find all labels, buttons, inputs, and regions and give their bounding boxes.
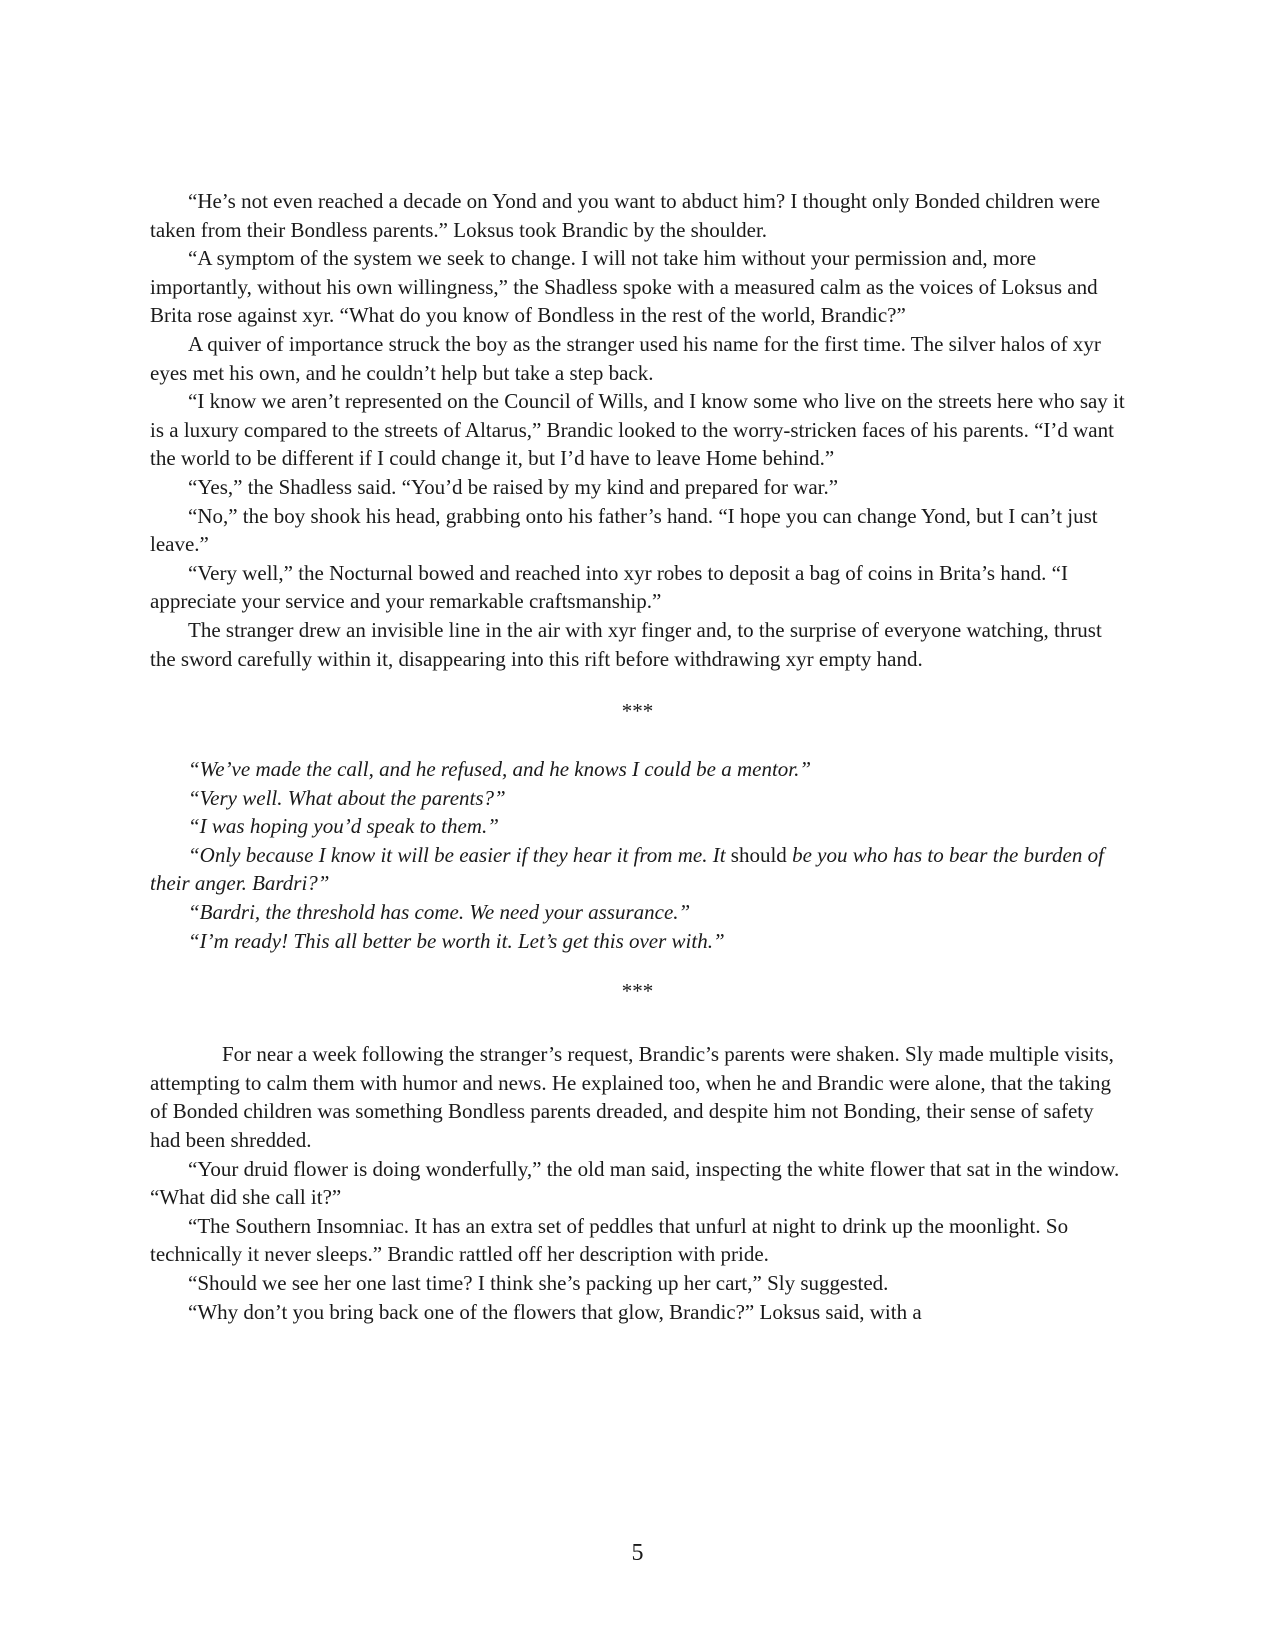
paragraph: “Yes,” the Shadless said. “You’d be raised by my kind and prepared for war.” bbox=[188, 474, 839, 499]
paragraph: “Very well,” the Nocturnal bowed and reached into xyr robes to deposit a bag of coins in Brita’s hand. “I appreciate your service and your remarkable craftsmanship.” bbox=[150, 560, 1068, 614]
page-body bbox=[150, 187, 1125, 1326]
paragraph: “Your druid flower is doing wonderfully,” the old man said, inspecting the white flower that sat in the window. “What did she call it?” bbox=[150, 1156, 1120, 1210]
page-number: 5 bbox=[631, 1540, 644, 1566]
paragraph: “A symptom of the system we seek to change. I will not take him without your permission and, more importantly, without his own willingness,” the Shadless spoke with a measured calm as the voices of Loksus and Brita rose against xyr. “What do you know of Bondless in the rest of the world, Brandic?” bbox=[150, 246, 1098, 328]
italic-text: “Only because I know it will be easier if they hear it from me. It bbox=[188, 842, 731, 867]
italic-dialogue-line: “I’m ready! This all better be worth it. Let’s get this over with.” bbox=[188, 928, 725, 953]
paragraph: For near a week following the stranger’s request, Brandic’s parents were shaken. Sly made multiple visits, attempting to calm them with humor and news. He explained too, when he and Brandic were alone, that the taking of Bonded children was something Bondless parents dreaded, and despite him not Bonding, their sense of safety had been shredded. bbox=[150, 1042, 1114, 1153]
scene-break: *** bbox=[621, 979, 654, 1004]
paragraph: “Should we see her one last time? I think she’s packing up her cart,” Sly suggested. bbox=[188, 1271, 889, 1295]
italic-text: be you who has to bear the burden of their anger. Bardri?” bbox=[150, 842, 1104, 896]
italic-dialogue-line bbox=[150, 841, 1125, 898]
italic-dialogue-line: “Very well. What about the parents?” bbox=[188, 785, 506, 810]
paragraph: “No,” the boy shook his head, grabbing onto his father’s hand. “I hope you can change Yond, but I can’t just leave.” bbox=[150, 503, 1098, 557]
paragraph: A quiver of importance struck the boy as the stranger used his name for the first time. The silver halos of xyr eyes met his own, and he couldn’t help but take a step back. bbox=[150, 331, 1101, 385]
scene-break: *** bbox=[621, 699, 654, 724]
italic-dialogue-line: “We’ve made the call, and he refused, and he knows I could be a mentor.” bbox=[188, 757, 812, 782]
italic-dialogue-line: “Bardri, the threshold has come. We need your assurance.” bbox=[188, 900, 691, 925]
paragraph: “He’s not even reached a decade on Yond and you want to abduct him? I thought only Bonded children were taken from their Bondless parents.” Loksus took Brandic by the shoulder. bbox=[150, 189, 1101, 242]
emphasis-text: should bbox=[730, 842, 787, 867]
paragraph: “Why don’t you bring back one of the flowers that glow, Brandic?” Loksus said, with a bbox=[188, 1299, 922, 1324]
paragraph: “The Southern Insomniac. It has an extra set of peddles that unfurl at night to drink up the moonlight. So technically it never sleeps.” Brandic rattled off her description with pride. bbox=[150, 1213, 1069, 1267]
paragraph: “I know we aren’t represented on the Council of Wills, and I know some who live on the streets here who say it is a luxury compared to the streets of Altarus,” Brandic looked to the worry-stricken faces of his parents. “I’d want the world to be different if I could change it, but I’d have to leave Home behind.” bbox=[150, 389, 1125, 471]
paragraph: The stranger drew an invisible line in the air with xyr finger and, to the surprise of everyone watching, thrust the sword carefully within it, disappearing into this rift before withdrawing xyr empty hand. bbox=[150, 617, 1102, 671]
italic-dialogue-line: “I was hoping you’d speak to them.” bbox=[188, 814, 499, 839]
